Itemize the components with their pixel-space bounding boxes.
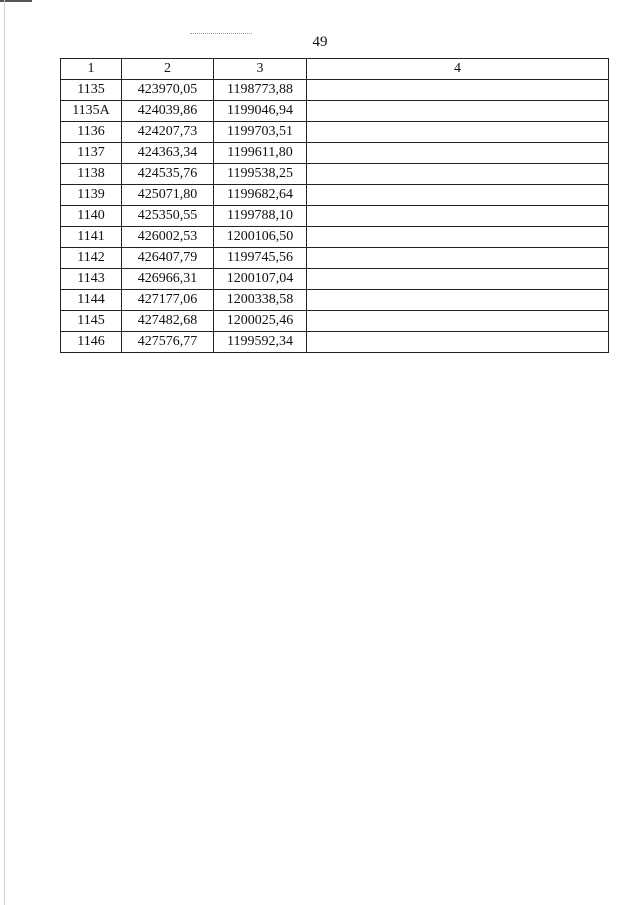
note-cell: [307, 185, 609, 206]
table-row: [61, 164, 609, 185]
x-coordinate-cell: 423970,05: [122, 80, 214, 101]
point-number-cell: 1140: [61, 206, 122, 227]
y-coordinate-cell: 1199046,94: [214, 101, 307, 122]
x-coordinate-cell: 424535,76: [122, 164, 214, 185]
point-number-cell: 1142: [61, 248, 122, 269]
note-cell: [307, 332, 609, 353]
y-coordinate-cell: 1200025,46: [214, 311, 307, 332]
x-coordinate-cell: 427482,68: [122, 311, 214, 332]
point-number-cell: 1135А: [61, 101, 122, 122]
table-row: [61, 248, 609, 269]
table-header-row: [61, 59, 609, 80]
page-number: 49: [312, 34, 328, 50]
note-cell: [307, 269, 609, 290]
x-coordinate-cell: 425071,80: [122, 185, 214, 206]
x-coordinate-cell: 425350,55: [122, 206, 214, 227]
x-coordinate-cell: 424207,73: [122, 122, 214, 143]
note-cell: [307, 101, 609, 122]
table-row: [61, 122, 609, 143]
table-row: [61, 269, 609, 290]
column-header-2: 2: [122, 59, 214, 80]
column-header-1: 1: [61, 59, 122, 80]
column-header-3: 3: [214, 59, 307, 80]
x-coordinate-cell: 426966,31: [122, 269, 214, 290]
point-number-cell: 1146: [61, 332, 122, 353]
table-header: [61, 59, 609, 80]
x-coordinate-cell: 426002,53: [122, 227, 214, 248]
x-coordinate-cell: 427177,06: [122, 290, 214, 311]
note-cell: [307, 143, 609, 164]
y-coordinate-cell: 1199682,64: [214, 185, 307, 206]
x-coordinate-cell: 426407,79: [122, 248, 214, 269]
y-coordinate-cell: 1199788,10: [214, 206, 307, 227]
note-cell: [307, 80, 609, 101]
point-number-cell: 1144: [61, 290, 122, 311]
note-cell: [307, 290, 609, 311]
x-coordinate-cell: 427576,77: [122, 332, 214, 353]
point-number-cell: 1138: [61, 164, 122, 185]
table-row: [61, 206, 609, 227]
note-cell: [307, 248, 609, 269]
table-row: [61, 227, 609, 248]
column-header-4: 4: [307, 59, 609, 80]
point-number-cell: 1145: [61, 311, 122, 332]
table-row: [61, 101, 609, 122]
note-cell: [307, 311, 609, 332]
scan-left-edge: [4, 0, 5, 905]
point-number-cell: 1139: [61, 185, 122, 206]
coordinates-table: [60, 58, 609, 353]
table-row: [61, 311, 609, 332]
y-coordinate-cell: 1199592,34: [214, 332, 307, 353]
point-number-cell: 1135: [61, 80, 122, 101]
point-number-cell: 1137: [61, 143, 122, 164]
x-coordinate-cell: 424039,86: [122, 101, 214, 122]
note-cell: [307, 164, 609, 185]
y-coordinate-cell: 1199703,51: [214, 122, 307, 143]
table-row: [61, 290, 609, 311]
x-coordinate-cell: 424363,34: [122, 143, 214, 164]
y-coordinate-cell: 1199538,25: [214, 164, 307, 185]
y-coordinate-cell: 1200338,58: [214, 290, 307, 311]
note-cell: [307, 206, 609, 227]
table-body: [61, 80, 609, 353]
table-row: [61, 143, 609, 164]
note-cell: [307, 227, 609, 248]
y-coordinate-cell: 1200106,50: [214, 227, 307, 248]
point-number-cell: 1136: [61, 122, 122, 143]
y-coordinate-cell: 1199745,56: [214, 248, 307, 269]
note-cell: [307, 122, 609, 143]
table-row: [61, 185, 609, 206]
point-number-cell: 1141: [61, 227, 122, 248]
y-coordinate-cell: 1198773,88: [214, 80, 307, 101]
table-row: [61, 80, 609, 101]
y-coordinate-cell: 1199611,80: [214, 143, 307, 164]
y-coordinate-cell: 1200107,04: [214, 269, 307, 290]
point-number-cell: 1143: [61, 269, 122, 290]
table-row: [61, 332, 609, 353]
